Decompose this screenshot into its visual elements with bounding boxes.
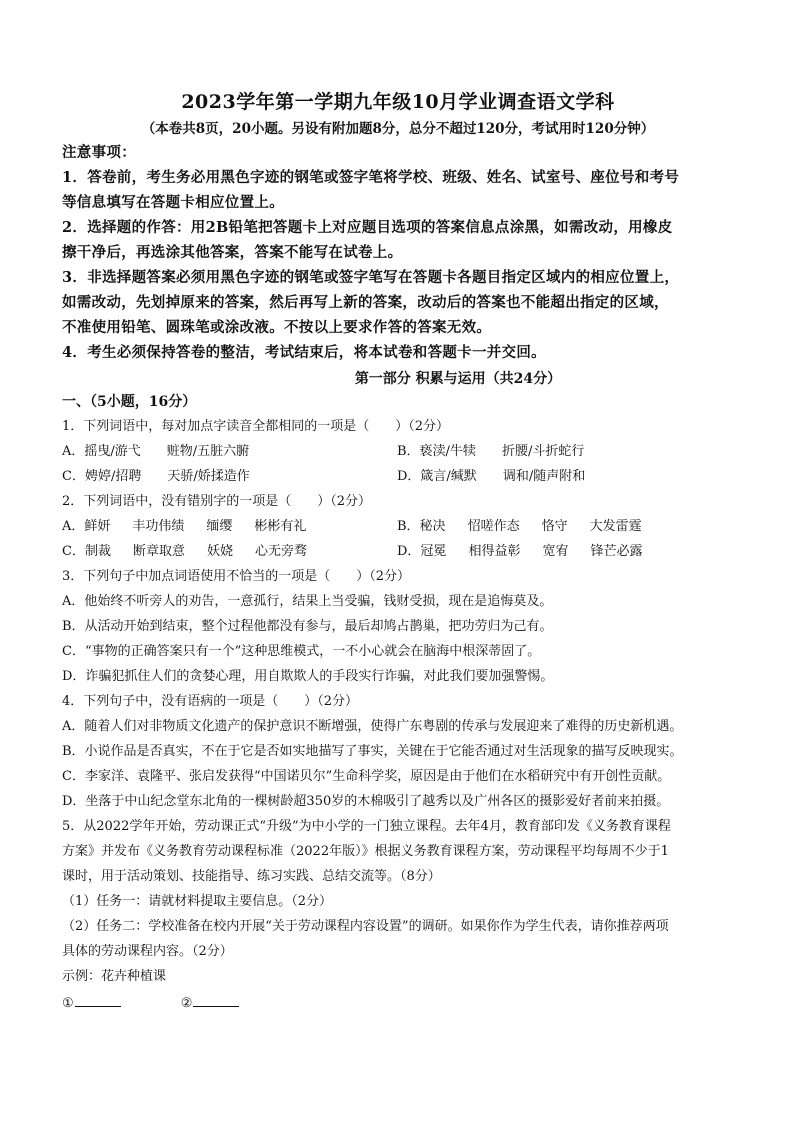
question-3-stem: 3．下列句子中加点词语使用不恰当的一项是（ ）（2分） xyxy=(62,569,411,584)
notice-line: 不准使用铅笔、圆珠笔或涂改液。不按以上要求作答的答案无效。 xyxy=(62,319,492,336)
page-title: 2023学年第一学期九年级10月学业调查语文学科 xyxy=(181,91,615,113)
question-2-stem: 2．下列词语中，没有错别字的一项是（ ）（2分） xyxy=(62,494,372,509)
question-3-option-d: D．诈骗犯抓住人们的贪婪心理，用自欺欺人的手段实行诈骗，对此我们要加强警惕。 xyxy=(62,669,554,684)
question-5-task-2: （2）任务二：学校准备在校内开展“关于劳动课程内容设置”的调研。如果你作为学生代表，请你推荐两项 xyxy=(62,919,669,934)
option-a-word: 丰功伟绩 xyxy=(132,519,185,534)
notice-line: 1．答卷前，考生务必用黑色字迹的钢笔或签字笔将学校、班级、姓名、试室号、座位号和考号 xyxy=(62,169,680,186)
notice-line: 如需改动，先划掉原来的答案，然后再写上新的答案，改动后的答案也不能超出指定的区域， xyxy=(62,294,669,311)
question-5-stem: 方案》并发布《义务教育劳动课程标准（2022年版）》根据义务教育课程方案，劳动课程平均每周不少于1 xyxy=(62,844,669,859)
option-a: A．鲜妍 xyxy=(62,519,111,534)
option-c-word: 妖娆 xyxy=(206,544,233,559)
question-5-stem: 5．从2022学年开始，劳动课正式“升级”为中小学的一门独立课程。去年4月，教育部印发《义务教育课程 xyxy=(62,819,671,834)
notice-line: 擦干净后，再选涂其他答案，答案不能写在试卷上。 xyxy=(62,244,403,261)
question-4-option-c: C．李家洋、袁隆平、张启发获得“中国诺贝尔”生命科学奖，原因是由于他们在水稻研究中有开创性贡献。 xyxy=(62,769,671,784)
option-d-word: 相得益彰 xyxy=(468,544,521,559)
notice-line: 等信息填写在答题卡相应位置上。 xyxy=(62,194,284,211)
section-title: 第一部分 积累与运用（共24分） xyxy=(354,371,562,387)
option-b: B．秘决 xyxy=(397,519,446,534)
answer-blank-2[interactable] xyxy=(193,992,239,1007)
option-b-word: 折腰/斗折蛇行 xyxy=(501,444,585,459)
question-1-stem: 1．下列词语中，每对加点字读音全都相同的一项是（ ）（2分） xyxy=(62,419,450,434)
notice-line: 3．非选择题答案必须用黑色字迹的钢笔或签字笔写在答题卡各题目指定区域内的相应位置上， xyxy=(62,269,680,286)
question-5-task-2: 具体的劳动课程内容。（2分） xyxy=(62,944,233,959)
option-d: D．冠冕 xyxy=(397,544,447,559)
option-b-word: 大发雷霆 xyxy=(589,519,642,534)
option-d: D．箴言/缄默 xyxy=(397,469,477,484)
option-c: C．制裁 xyxy=(62,544,111,559)
question-2-options-ab xyxy=(62,514,734,539)
part-heading: 一、（5小题，16分） xyxy=(62,394,197,410)
question-2-options-cd xyxy=(62,539,734,564)
option-b: B．亵渎/牛犊 xyxy=(397,444,476,459)
question-1-options-ab xyxy=(62,439,734,464)
question-3-option-b: B．从活动开始到结束，整个过程他都没有参与，最后却鸠占鹊巢，把功劳归为己有。 xyxy=(62,619,553,634)
question-3-option-a: A．他始终不听旁人的劝告，一意孤行，结果上当受骗，钱财受损，现在是追悔莫及。 xyxy=(62,594,553,609)
question-4-stem: 4．下列句子中，没有语病的一项是（ ）（2分） xyxy=(62,694,359,709)
option-c: C．娉婷/招聘 xyxy=(62,469,142,484)
question-4-option-a: A．随着人们对非物质文化遗产的保护意识不断增强，使得广东粤剧的传承与发展迎来了难得的历史新机遇。 xyxy=(62,719,683,734)
answer-blanks xyxy=(62,989,734,1019)
question-3-option-c: C．“事物的正确答案只有一个”这种思维模式，一不小心就会在脑海中根深蒂固了。 xyxy=(62,644,541,659)
notice-heading: 注意事项： xyxy=(62,144,136,161)
option-b-word: 怊嗟作态 xyxy=(467,519,520,534)
notice-line: 2．选择题的作答：用2B铅笔把答题卡上对应题目选项的答案信息点涂黑，如需改动，用橡皮 xyxy=(62,219,673,236)
blank-1-label: ① xyxy=(62,996,74,1011)
option-a-word: 赃物/五脏六腑 xyxy=(166,444,250,459)
exam-page xyxy=(62,88,734,1019)
option-c-word: 心无旁骛 xyxy=(254,544,307,559)
question-5-stem: 课时，用于活动策划、技能指导、练习实践、总结交流等。（8分） xyxy=(62,869,441,884)
question-4-option-d: D．坐落于中山纪念堂东北角的一棵树龄超350岁的木棉吸引了越秀以及广州各区的摄影爱好者前来拍摄。 xyxy=(62,794,670,809)
question-1-options-cd xyxy=(62,464,734,489)
notice-line: 4．考生必须保持答卷的整洁，考试结束后，将本试卷和答题卡一并交回。 xyxy=(62,344,546,361)
option-d-word: 调和/随声附和 xyxy=(502,469,586,484)
option-d-word: 锋芒必露 xyxy=(590,544,643,559)
option-c-word: 断章取意 xyxy=(132,544,185,559)
option-a: A．摇曳/游弋 xyxy=(62,444,141,459)
option-d-word: 宽宥 xyxy=(542,544,569,559)
page-subtitle: （本卷共8页，20小题。另设有附加题8分，总分不超过120分，考试用时120分钟） xyxy=(141,121,655,137)
blank-2-label: ② xyxy=(180,996,193,1011)
option-a-word: 彬彬有礼 xyxy=(254,519,307,534)
question-5-task-1: （1）任务一：请就材料提取主要信息。（2分） xyxy=(62,894,333,909)
option-c-word: 天骄/娇揉造作 xyxy=(167,469,250,484)
option-b-word: 恪守 xyxy=(541,519,568,534)
question-5-example: 示例：花卉种植课 xyxy=(62,969,167,984)
option-a-word: 缅缨 xyxy=(206,519,233,534)
question-4-option-b: B．小说作品是否真实，不在于它是否如实地描写了事实，关键在于它能否通过对生活现象的描写反映现实。 xyxy=(62,744,683,759)
answer-blank-1[interactable] xyxy=(75,992,121,1007)
